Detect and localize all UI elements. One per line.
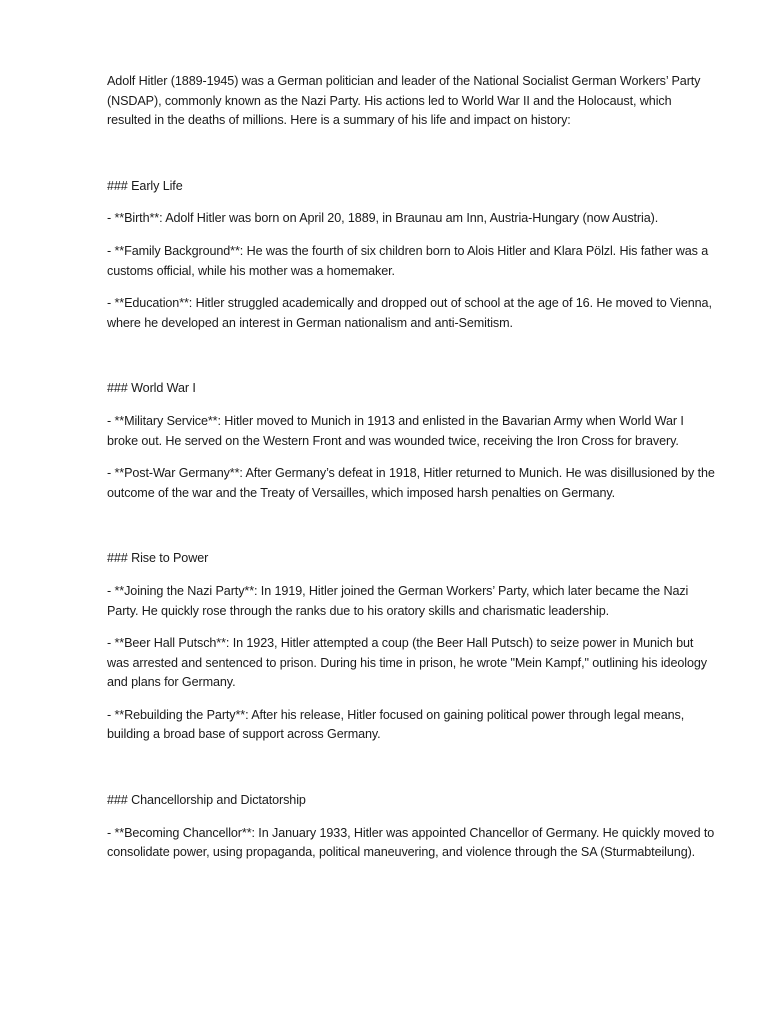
list-item: - **Military Service**: Hitler moved to Munich in 1913 and enlisted in the Bavarian Army when World War I broke out. He served on the Western Front and was wounded twice, receiving the Iron Cross for bravery. bbox=[107, 413, 684, 448]
list-item: - **Post-War Germany**: After Germany’s defeat in 1918, Hitler returned to Munich. He was disillusioned by the outcome of the war and the Treaty of Versailles, which imposed harsh penalties on Germany. bbox=[107, 466, 715, 500]
section-rise-to-power bbox=[107, 549, 717, 745]
document-body bbox=[107, 72, 717, 876]
list-item: - **Joining the Nazi Party**: In 1919, Hitler joined the German Workers’ Party, which later became the Nazi Party. He quickly rose through the ranks due to his oratory skills and charismatic leadership. bbox=[107, 583, 689, 618]
section-heading: ### World War I bbox=[107, 381, 196, 396]
list-item: - **Family Background**: He was the fourth of six children born to Alois Hitler and Klara Pölzl. His father was a customs official, while his mother was a homemaker. bbox=[107, 243, 709, 278]
section-heading: ### Early Life bbox=[107, 178, 183, 193]
list-item: - **Becoming Chancellor**: In January 1933, Hitler was appointed Chancellor of Germany. He quickly moved to consolidate power, using propaganda, political maneuvering, and violence through the SA (Sturmabteilung). bbox=[107, 825, 715, 860]
section-early-life bbox=[107, 177, 717, 334]
section-heading: ### Chancellorship and Dictatorship bbox=[107, 793, 306, 808]
intro-paragraph: Adolf Hitler (1889-1945) was a German politician and leader of the National Socialist German Workers’ Party (NSDAP), commonly known as the Nazi Party. His actions led to World War II and the Holocaust, which resulted in the deaths of millions. Here is a summary of his life and impact on history: bbox=[107, 74, 701, 128]
list-item: - **Education**: Hitler struggled academically and dropped out of school at the age of 16. He moved to Vienna, where he developed an interest in German nationalism and anti-Semitism. bbox=[107, 296, 712, 330]
list-item: - **Beer Hall Putsch**: In 1923, Hitler attempted a coup (the Beer Hall Putsch) to seize power in Munich but was arrested and sentenced to prison. During his time in prison, he wrote "Mein Kampf," outlining his ideology and plans for Germany. bbox=[107, 636, 707, 690]
section-heading: ### Rise to Power bbox=[107, 551, 209, 566]
list-item: - **Birth**: Adolf Hitler was born on April 20, 1889, in Braunau am Inn, Austria-Hungary (now Austria). bbox=[107, 211, 659, 226]
list-item: - **Rebuilding the Party**: After his release, Hitler focused on gaining political power through legal means, building a broad base of support across Germany. bbox=[107, 707, 685, 742]
section-chancellorship bbox=[107, 791, 717, 863]
section-world-war-i bbox=[107, 379, 717, 503]
